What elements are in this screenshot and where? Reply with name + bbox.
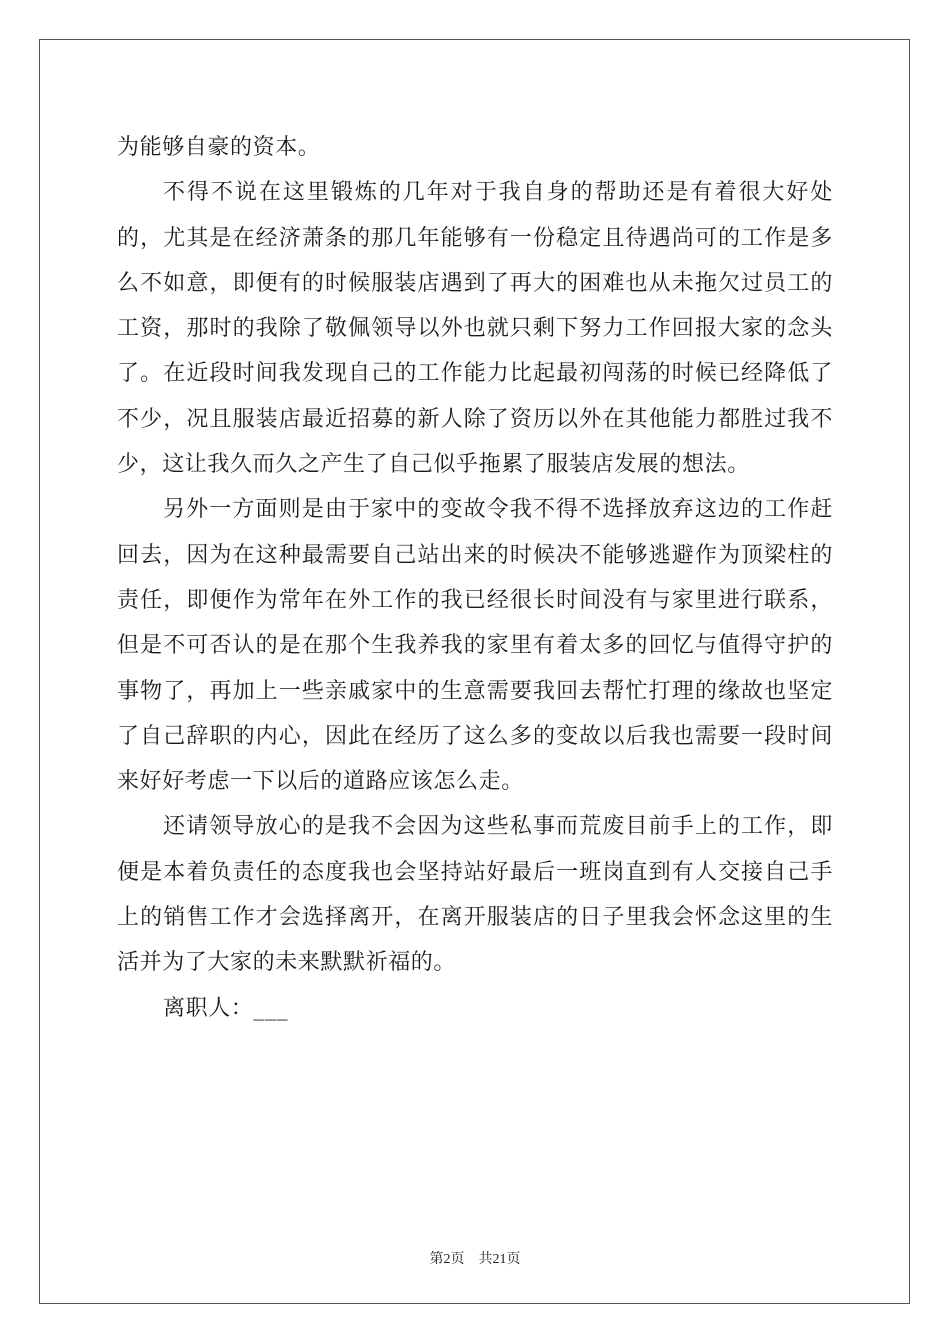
- page-total: 共21页: [478, 1252, 521, 1267]
- document-body: [117, 125, 833, 1031]
- signature-line: [117, 986, 833, 1031]
- paragraph-continued: 为能够自豪的资本。: [117, 135, 321, 160]
- page-number: 第2页: [429, 1252, 465, 1267]
- signature-blank: ___: [253, 995, 289, 1021]
- signature-label: 离职人：: [163, 995, 254, 1021]
- page-footer: [0, 1248, 950, 1268]
- paragraph-self-assessment: 不得不说在这里锻炼的几年对于我自身的帮助还是有着很大好处的，尤其是在经济萧条的那几年能够有一份稳定且待遇尚可的工作是多么不如意，即便有的时候服装店遇到了再大的困难也从未拖欠过员工的工资，那时的我除了敬佩领导以外也就只剩下努力工作回报大家的念头了。在近段时间我发现自己的工作能力比起最初闯荡的时候已经降低了不少，况且服装店最近招募的新人除了资历以外在其他能力都胜过我不少，这让我久而久之产生了自己似乎拖累了服装店发展的想法。: [117, 180, 833, 478]
- paragraph-family-reason: 另外一方面则是由于家中的变故令我不得不选择放弃这边的工作赶回去，因为在这种最需要自己站出来的时候决不能够逃避作为顶梁柱的责任，即便作为常年在外工作的我已经很长时间没有与家里进行联系，但是不可否认的是在那个生我养我的家里有着太多的回忆与值得守护的事物了，再加上一些亲戚家中的生意需要我回去帮忙打理的缘故也坚定了自己辞职的内心，因此在经历了这么多的变故以后我也需要一段时间来好好考虑一下以后的道路应该怎么走。: [117, 497, 833, 795]
- paragraph-handover-promise: 还请领导放心的是我不会因为这些私事而荒废目前手上的工作，即便是本着负责任的态度我也会坚持站好最后一班岗直到有人交接自己手上的销售工作才会选择离开，在离开服装店的日子里我会怀念这里的生活并为了大家的未来默默祈福的。: [117, 814, 833, 976]
